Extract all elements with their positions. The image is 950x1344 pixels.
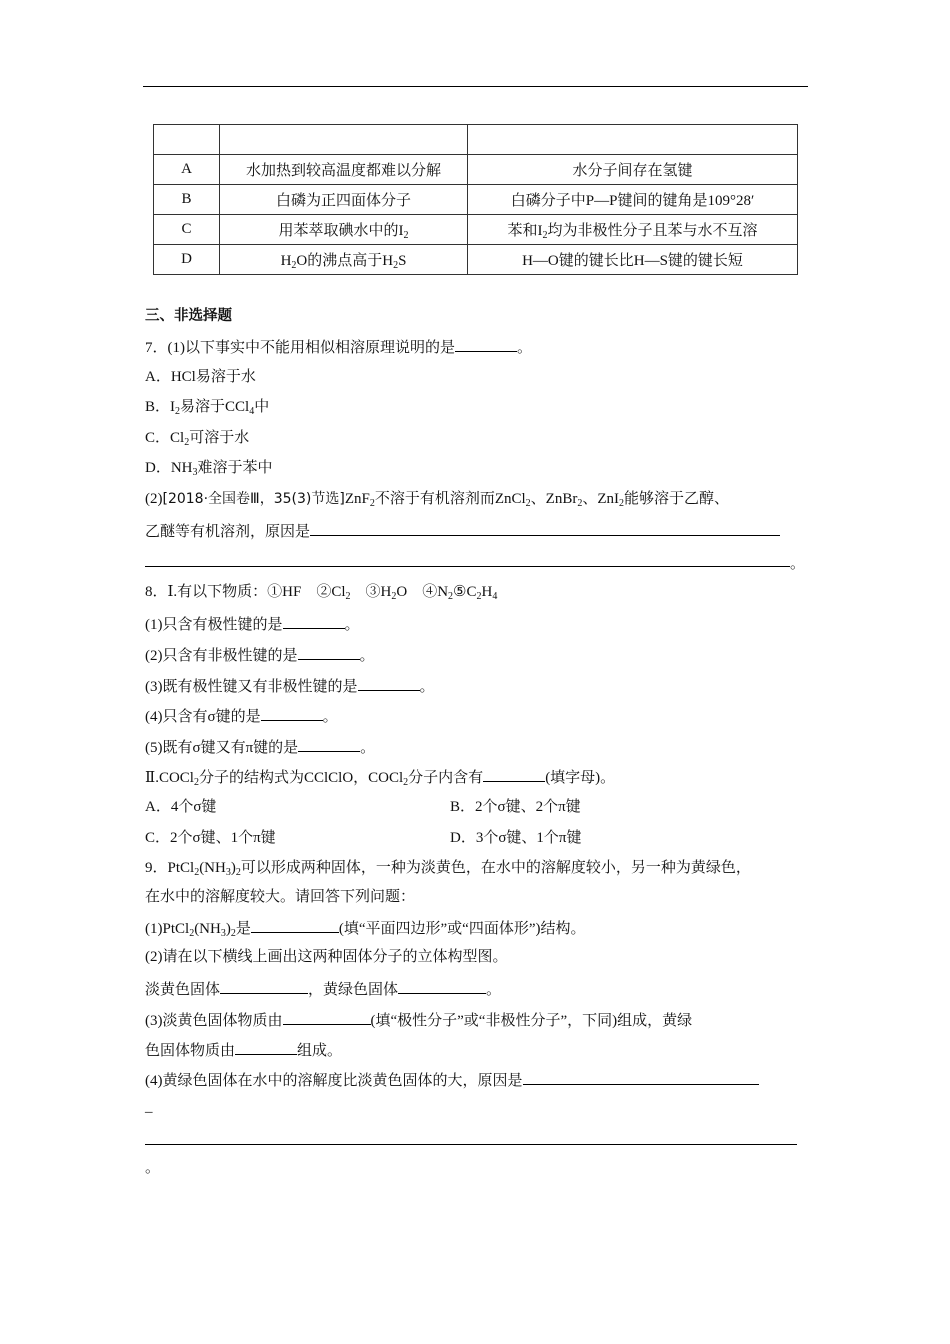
table-cell [220, 125, 468, 155]
q9-stem: 9．$PtCl_2(NH_3)_2$可以形成两种固体，一种为淡黄色，在水中的溶解度较小，另一种为黄绿色， [145, 860, 751, 878]
q7-part2-line2: 乙醚等有机溶剂，原因是 [145, 520, 780, 542]
q9-stem-line2: 在水中的溶解度较大。请回答下列问题： [145, 889, 416, 905]
answer-rule[interactable] [145, 566, 790, 567]
section-title: 三、非选择题 [145, 308, 232, 324]
row-fact: $H_2O$的沸点高于$H_2S$ [220, 245, 468, 275]
q8-sub4: (4)只含有σ键的是 。 [145, 705, 338, 727]
q7-option-a: A．HCl易溶于水 [145, 369, 256, 385]
q8-stem: 8．Ⅰ.有以下物质：①HF $②Cl_2$ $③H_2O$ $④N_2⑤C_2H_4$ [145, 584, 498, 602]
q7-option-b: B．$I_2$易溶于CCl$_4$中 [145, 399, 270, 417]
answer-blank[interactable] [298, 644, 360, 660]
row-label: A [154, 155, 220, 185]
answer-table [153, 124, 798, 275]
row-reason: H—O键的键长比H—S键的键长短 [468, 245, 798, 275]
answer-blank[interactable] [483, 766, 545, 782]
header-rule [143, 86, 808, 87]
answer-blank[interactable] [283, 1009, 371, 1025]
table-row [154, 245, 798, 275]
table-row [154, 155, 798, 185]
q8-option-d: D．3个σ键、1个π键 [450, 830, 582, 846]
q9-part4-dash: _ [145, 1099, 153, 1115]
q7-option-d: D．$NH_3$难溶于苯中 [145, 460, 273, 478]
answer-blank[interactable] [298, 736, 360, 752]
q8-option-b: B．2个σ键、2个π键 [450, 799, 581, 815]
answer-blank[interactable] [220, 978, 308, 994]
table-row [154, 125, 798, 155]
period: 。 [790, 556, 806, 572]
row-label: B [154, 185, 220, 215]
q9-part3-line2: 色固体物质由 组成。 [145, 1039, 342, 1061]
q9-part2: (2)请在以下横线上画出这两种固体分子的立体构型图。 [145, 949, 508, 965]
row-reason: 苯和$I_2$均为非极性分子且苯与水不互溶 [468, 215, 798, 245]
q8-option-c: C．2个σ键、1个π键 [145, 830, 276, 846]
row-reason: 水分子间存在氢键 [468, 155, 798, 185]
answer-blank[interactable] [523, 1069, 759, 1085]
answer-blank[interactable] [283, 613, 345, 629]
row-fact: 用苯萃取碘水中的$I_2$ [220, 215, 468, 245]
period: 。 [145, 1160, 161, 1176]
answer-blank[interactable] [310, 520, 780, 536]
row-label: D [154, 245, 220, 275]
answer-blank[interactable] [235, 1039, 297, 1055]
q9-part3: (3)淡黄色固体物质由 (填“极性分子”或“非极性分子”，下同)组成，黄绿 [145, 1009, 692, 1031]
table-row [154, 185, 798, 215]
q8-option-a: A．4个σ键 [145, 799, 217, 815]
answer-rule[interactable] [145, 1144, 797, 1145]
table-cell [154, 125, 220, 155]
q8-sub5: (5)既有σ键又有π键的是 。 [145, 736, 375, 758]
table-cell [468, 125, 798, 155]
row-fact: 水加热到较高温度都难以分解 [220, 155, 468, 185]
q7-part2: (2)[2018·全国卷Ⅲ，35(3)节选]ZnF$_2$不溶于有机溶剂而ZnCl$_2$、ZnBr$_2$、ZnI$_2$能够溶于乙醇、 [145, 491, 730, 509]
q8-sub2: (2)只含有非极性键的是 。 [145, 644, 375, 666]
answer-blank[interactable] [261, 705, 323, 721]
row-reason: 白磷分子中P—P键间的键角是109°28′ [468, 185, 798, 215]
q7-option-c: C．$Cl_2$可溶于水 [145, 430, 250, 448]
q9-part1: $(1)PtCl_2(NH_3)_2$是 (填“平面四边形”或“四面体形”)结构。 [145, 917, 586, 939]
row-fact: 白磷为正四面体分子 [220, 185, 468, 215]
q8-sub3: (3)既有极性键又有非极性键的是 。 [145, 675, 435, 697]
row-label: C [154, 215, 220, 245]
answer-blank[interactable] [455, 336, 517, 352]
q8-sub1: (1)只含有极性键的是 。 [145, 613, 360, 635]
answer-blank[interactable] [358, 675, 420, 691]
q9-part4: (4)黄绿色固体在水中的溶解度比淡黄色固体的大，原因是 [145, 1069, 759, 1091]
q9-part2-answer: 淡黄色固体 ，黄绿色固体 。 [145, 978, 501, 1000]
q8-part2: Ⅱ.COCl$_2$分子的结构式为CClClO，COCl$_2$分子内含有 (填字母)。 [145, 766, 615, 788]
table-row [154, 215, 798, 245]
answer-blank[interactable] [398, 978, 486, 994]
q7-stem: 7．(1)以下事实中不能用相似相溶原理说明的是 。 [145, 336, 532, 358]
answer-blank[interactable] [251, 917, 339, 933]
